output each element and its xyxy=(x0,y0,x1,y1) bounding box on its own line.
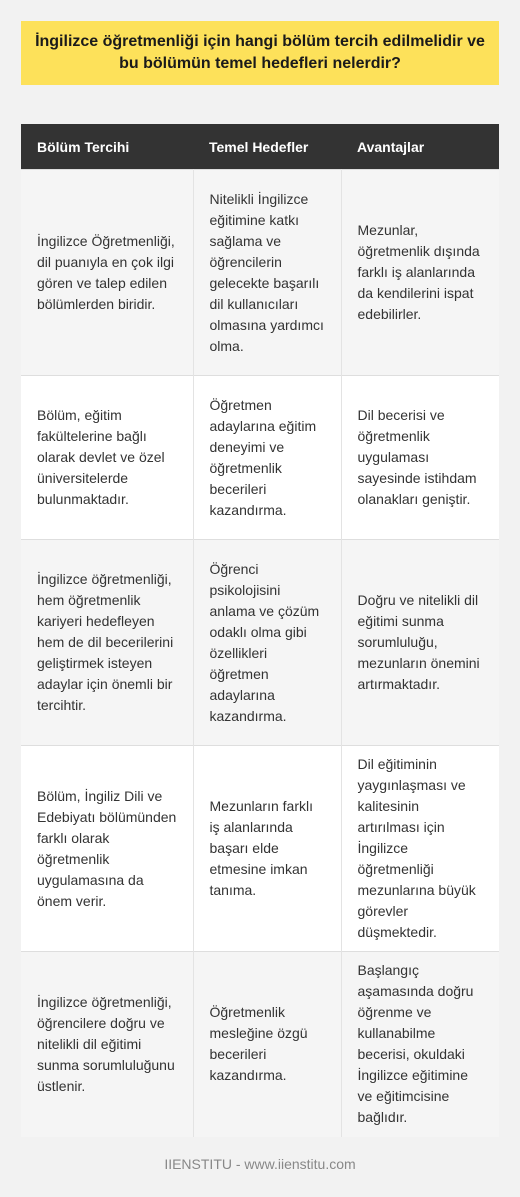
table-row xyxy=(21,952,499,1137)
table-cell: Dil becerisi ve öğretmenlik uygulaması sayesinde istihdam olanakları geniştir. xyxy=(357,407,477,507)
table-cell: Öğrenci psikolojisini anlama ve çözüm odaklı olma gibi özellikleri öğretmen adaylarına kazandırma. xyxy=(193,540,341,746)
title-banner xyxy=(21,21,499,85)
table-cell: Başlangıç aşamasında doğru öğrenme ve kullanabilme becerisi, okuldaki İngilizce eğitimine ve eğitimcisine bağlıdır. xyxy=(357,962,474,1126)
header-temel-hedefler: Temel Hedefler xyxy=(193,124,341,170)
table-cell: Mezunlar, öğretmenlik dışında farklı iş alanlarında da kendilerini ispat edebilirler. xyxy=(357,222,480,322)
table-cell: İngilizce öğretmenliği, hem öğretmenlik kariyeri hedefleyen hem de dil becerilerini geliştirmek isteyen adaylar için önemli bir tercihtir. xyxy=(21,540,193,746)
table-cell: İngilizce Öğretmenliği, dil puanıyla en çok ilgi gören ve talep edilen bölümlerden biridir. xyxy=(21,170,193,376)
table-cell: Nitelikli İngilizce eğitimine katkı sağlama ve öğrencilerin gelecekte başarılı dil kullanıcıları olmasına yardımcı olma. xyxy=(193,170,341,376)
table-cell: Öğretmenlik mesleğine özgü becerileri kazandırma. xyxy=(193,952,341,1137)
footer-credit: IIENSTITU - www.iienstitu.com xyxy=(164,1156,356,1172)
table-row xyxy=(21,376,499,540)
header-row xyxy=(21,124,499,170)
comparison-table xyxy=(21,124,499,1137)
table-cell: Mezunların farklı iş alanlarında başarı elde etmesine imkan tanıma. xyxy=(193,746,341,952)
page-title: İngilizce öğretmenliği için hangi bölüm tercih edilmelidir ve bu bölümün temel hedefleri nelerdir? xyxy=(35,33,485,72)
table-header xyxy=(21,124,499,170)
header-bolum-tercihi: Bölüm Tercihi xyxy=(21,124,193,170)
table-cell: Bölüm, eğitim fakültelerine bağlı olarak devlet ve özel üniversitelerde bulunmaktadır. xyxy=(21,376,193,540)
table-cell: Doğru ve nitelikli dil eğitimi sunma sorumluluğu, mezunların önemini artırmaktadır. xyxy=(357,592,480,692)
table-body xyxy=(21,170,499,1137)
table-row xyxy=(21,746,499,952)
table-cell: Dil eğitiminin yaygınlaşması ve kalitesinin artırılması için İngilizce öğretmenliği mezunlarına büyük görevler düşmektedir. xyxy=(357,756,476,940)
header-avantajlar: Avantajlar xyxy=(341,124,499,170)
table-cell: Bölüm, İngiliz Dili ve Edebiyatı bölümünden farklı olarak öğretmenlik uygulamasına da önem verir. xyxy=(21,746,193,952)
table-cell: Öğretmen adaylarına eğitim deneyimi ve öğretmenlik becerileri kazandırma. xyxy=(193,376,341,540)
table-row xyxy=(21,540,499,746)
table-row xyxy=(21,170,499,376)
table-cell: İngilizce öğretmenliği, öğrencilere doğru ve nitelikli dil eğitimi sunma sorumluluğunu üstlenir. xyxy=(21,952,193,1137)
